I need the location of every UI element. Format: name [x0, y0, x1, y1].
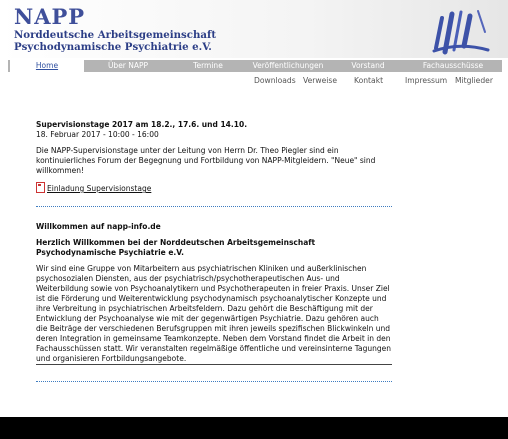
subnav-mitglieder[interactable]: Mitglieder [455, 76, 493, 85]
einladung-link[interactable]: Einladung Supervisionstage [47, 184, 152, 193]
subnav-verweise[interactable]: Verweise [303, 76, 338, 85]
news-title: Supervisionstage 2017 am 18.2., 17.6. und 14.10. [36, 120, 248, 129]
tab-vorstand[interactable]: Vorstand [351, 61, 385, 70]
news-body: Die NAPP-Supervisionstage unter der Leitung von Herrn Dr. Theo Piegler sind ein kontinuierliches Forum der Begegnung und Fortbildung von NAPP-Mitgleidern. "Neue" sind willkommen! [36, 146, 376, 175]
org-name-line1: Norddeutsche Arbeitsgemeinschaft [14, 29, 217, 41]
subnav-impressum[interactable]: Impressum [405, 76, 448, 85]
dotted-divider-bottom [36, 381, 392, 382]
header [0, 0, 508, 58]
welcome-section [36, 222, 392, 364]
brush-stroke-logo-icon [430, 8, 492, 56]
subnav-downloads[interactable]: Downloads [254, 76, 296, 85]
welcome-heading: Willkommen auf napp-info.de [36, 222, 161, 231]
main-navigation [8, 60, 502, 72]
solid-divider [36, 364, 392, 365]
tab-fachausschuesse[interactable]: Fachausschüsse [422, 61, 484, 70]
pdf-icon [36, 182, 45, 193]
welcome-subheading: Herzlich Willkommen bei der Norddeutschen Arbeitsgemeinschaft Psychodynamische Psychiatrie e.V. [36, 238, 316, 257]
tab-termine[interactable]: Termine [193, 61, 223, 70]
main-content [36, 120, 392, 194]
tab-ueber-napp[interactable]: Über NAPP [107, 61, 149, 70]
subnav-kontakt[interactable]: Kontakt [354, 76, 384, 85]
dotted-divider [36, 206, 392, 207]
news-date: 18. Februar 2017 - 10:00 - 16:00 [36, 130, 159, 139]
org-name-line2: Psychodynamische Psychiatrie e.V. [14, 41, 212, 53]
welcome-body: Wir sind eine Gruppe von Mitarbeitern aus psychiatrischen Kliniken und außerklinischen psychosozialen Diensten, aus der psychiatrisch/psychotherapeutischen Aus- und Weiterbildung sowie von Psychoanalytikern und Psychotherapeuten in freier Praxis. Unser Ziel ist die Förderung und Weiterentwicklung psychodynamisch psychoanalytischer Konzepte und ihre Verbreitung in psychiatrischen Arbeitsfeldern. Dazu gehört die Beschäftigung mit der Entwicklung der Psychoanalyse wie mit der gegenwärtigen Psychiatrie. Dazu gehören auch die Beiträge der verschiedenen Berufsgruppen mit ihren jeweils spezifischen Blickwinkeln und deren Integration in gemeinsame Teamkonzepte. Neben dem Vorstand findet die Arbeit in den Fachausschüssen statt. Wir veranstalten regelmäßige öffentliche und vereinsinterne Tagungen und organisieren Fortbildungsangebote. [36, 264, 392, 363]
napp-logo[interactable]: NAPP [14, 4, 86, 29]
news-link-row [36, 182, 392, 194]
tab-veroeffentlichungen[interactable]: Veröffentlichungen [252, 61, 324, 70]
tab-home[interactable]: Home [10, 60, 84, 72]
